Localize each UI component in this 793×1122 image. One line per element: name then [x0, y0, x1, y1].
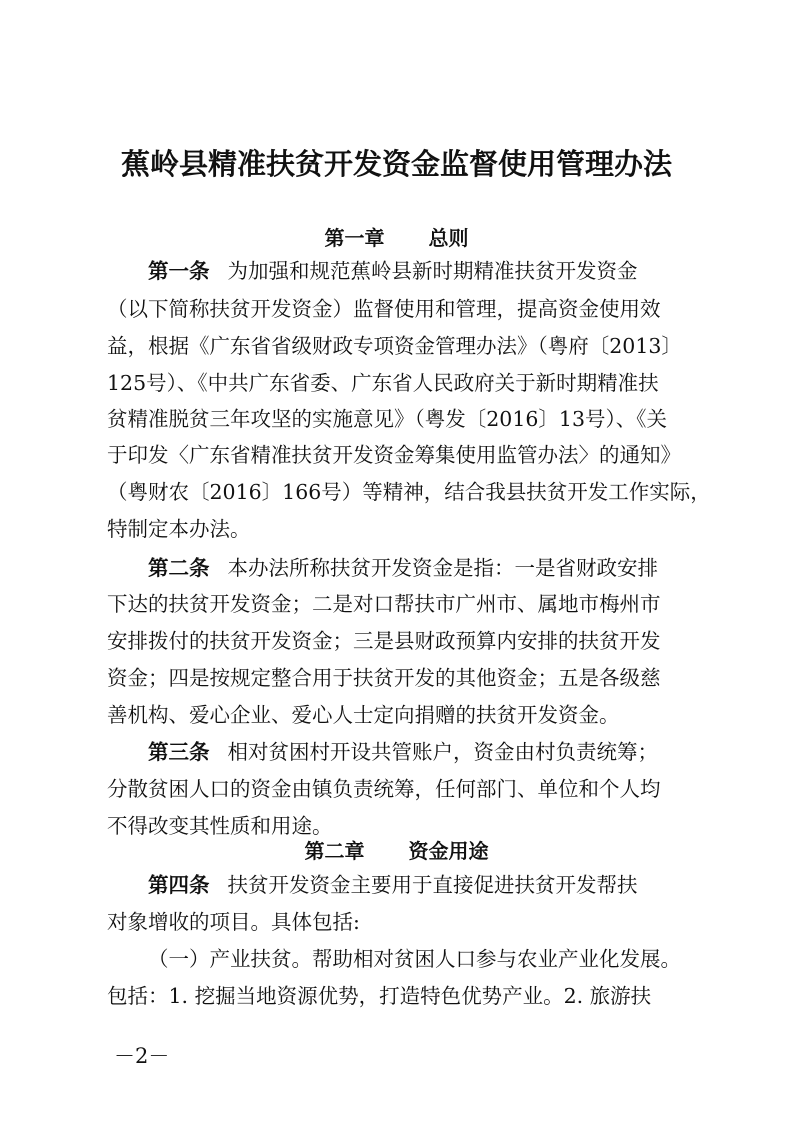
chapter-number: 第二章	[304, 839, 365, 863]
text-line: 包括：1. 挖掘当地资源优势，打造特色优势产业。2. 旅游扶	[107, 984, 652, 1008]
text-line: 贫精准脱贫三年攻坚的实施意见》（粤发〔2016〕13号）、《关	[107, 407, 668, 431]
article-label: 第一条	[148, 259, 210, 283]
text-line: 第四条 扶贫开发资金主要用于直接促进扶贫开发帮扶	[148, 873, 638, 897]
text-line: 第一条 为加强和规范蕉岭县新时期精准扶贫开发资金	[148, 259, 638, 283]
document-title: 蕉岭县精准扶贫开发资金监督使用管理办法	[120, 147, 672, 181]
text-line: 特制定本办法。	[107, 517, 251, 541]
chapter-name: 资金用途	[408, 839, 489, 863]
article-label: 第三条	[148, 740, 210, 764]
text-line: （一）产业扶贫。帮助相对贫困人口参与农业产业化发展。	[148, 947, 681, 971]
text-line: 第二条 本办法所称扶贫开发资金是指：一是省财政安排	[148, 556, 658, 580]
text-line: 不得改变其性质和用途。	[107, 814, 333, 838]
text-line: 第三条 相对贫困村开设共管账户，资金由村负责统筹；	[148, 740, 658, 764]
text-line: 对象增收的项目。具体包括:	[107, 910, 360, 934]
text-line: 分散贫困人口的资金由镇负责统筹，任何部门、单位和个人均	[107, 777, 661, 801]
text-line: 125号）、《中共广东省委、广东省人民政府关于新时期精准扶	[107, 371, 659, 395]
page-number: －2－	[114, 1044, 170, 1068]
article-label: 第二条	[148, 556, 210, 580]
text-line: 资金；四是按规定整合用于扶贫开发的其他资金；五是各级慈	[107, 666, 661, 690]
text-line: 益，根据《广东省省级财政专项资金管理办法》（粤府〔2013〕	[107, 334, 682, 358]
text-line: 善机构、爱心企业、爱心人士定向捐赠的扶贫开发资金。	[107, 703, 620, 727]
article-label: 第四条	[148, 873, 210, 897]
chapter-name: 总则	[428, 226, 469, 250]
chapter-number: 第一章	[324, 226, 385, 250]
text-line: 安排拨付的扶贫开发资金；三是县财政预算内安排的扶贫开发	[107, 629, 661, 653]
text-line: （粤财农〔2016〕166号）等精神，结合我县扶贫开发工作实际，	[107, 480, 711, 504]
text-line: 下达的扶贫开发资金；二是对口帮扶市广州市、属地市梅州市	[107, 592, 661, 616]
chapter-heading-1	[0, 222, 793, 251]
text-line: 于印发〈广东省精准扶贫开发资金筹集使用监管办法〉的通知》	[107, 443, 681, 467]
chapter-heading-2	[0, 835, 793, 864]
text-line: （以下简称扶贫开发资金）监督使用和管理，提高资金使用效	[107, 297, 661, 321]
